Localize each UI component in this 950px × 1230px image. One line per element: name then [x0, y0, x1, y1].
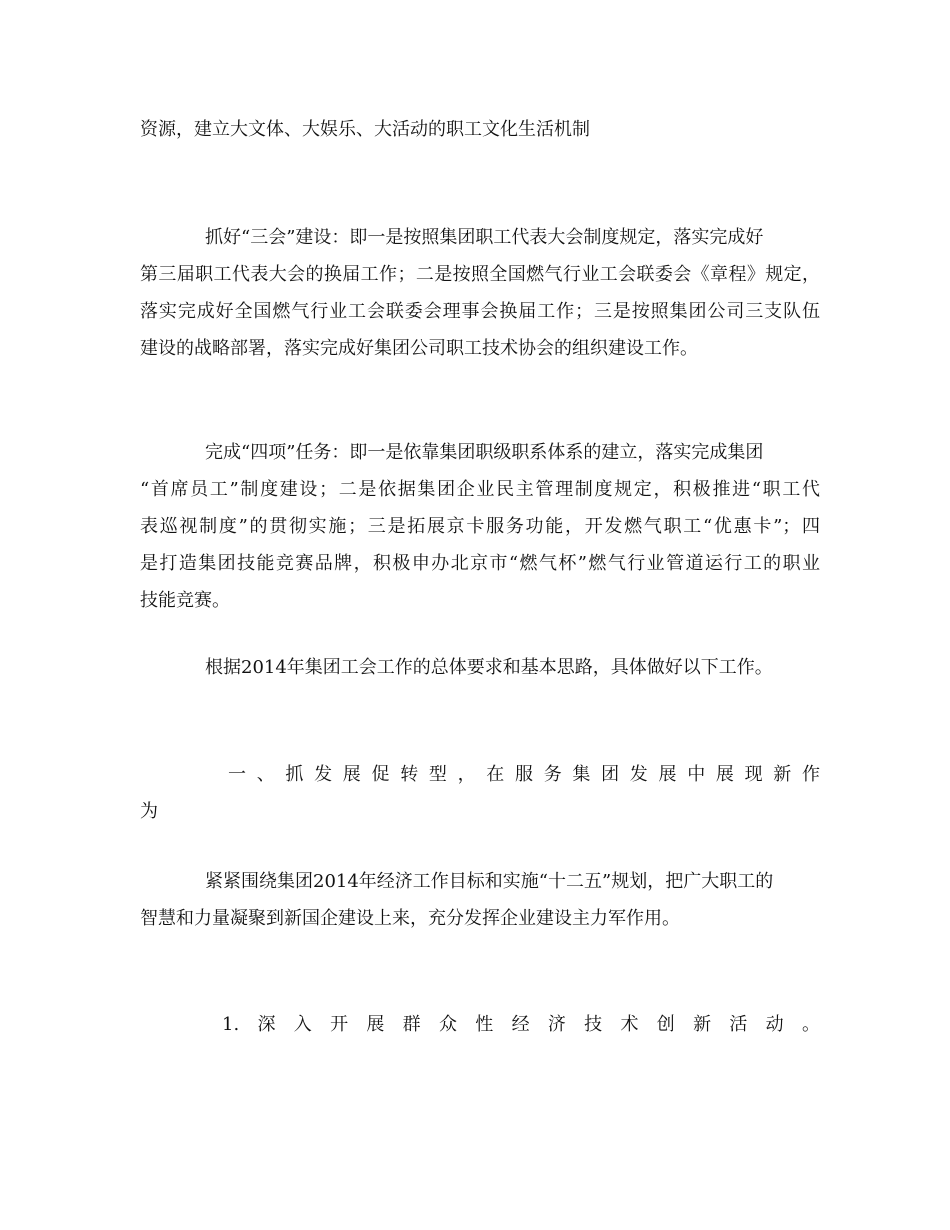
paragraph-line: 落实完成好全国燃气行业工会联委会理事会换届工作；三是按照集团公司三支队伍: [140, 301, 820, 322]
paragraph-line: 第三届职工代表大会的换届工作；二是按照全国燃气行业工会联委会《章程》规定，: [140, 264, 820, 285]
paragraph-line: 是打造集团技能竞赛品牌，积极申办北京市“燃气杯”燃气行业管道运行工的职业: [140, 553, 820, 574]
paragraph-line: 智慧和力量凝聚到新国企建设上来，充分发挥企业建设主力军作用。: [140, 908, 680, 929]
paragraph-line: 表巡视制度”的贯彻实施；三是拓展京卡服务功能，开发燃气职工“优惠卡”；四: [140, 516, 820, 537]
paragraph-line: “首席员工”制度建设；二是依据集团企业民主管理制度规定，积极推进“职工代: [140, 479, 820, 500]
paragraph-line: 紧紧围绕集团2014年经济工作目标和实施“十二五”规划，把广大职工的: [205, 871, 774, 892]
paragraph-line: 建设的战略部署，落实完成好集团公司职工技术协会的组织建设工作。: [140, 338, 698, 359]
section-heading-continuation: 为: [140, 801, 158, 822]
paragraph-line: 资源，建立大文体、大娱乐、大活动的职工文化生活机制: [140, 119, 590, 140]
section-heading: 一、抓发展促转型，在服务集团发展中展现新作: [228, 764, 820, 785]
paragraph-line: 技能竞赛。: [140, 590, 230, 611]
paragraph-line: 完成“四项”任务：即一是依靠集团职级职系体系的建立，落实完成集团: [205, 442, 764, 463]
paragraph-line: 根据2014年集团工会工作的总体要求和基本思路，具体做好以下工作。: [205, 657, 773, 678]
list-item-heading: 1.深入开展群众性经济技术创新活动。: [222, 1014, 820, 1035]
paragraph-line: 抓好“三会”建设：即一是按照集团职工代表大会制度规定，落实完成好: [205, 227, 764, 248]
